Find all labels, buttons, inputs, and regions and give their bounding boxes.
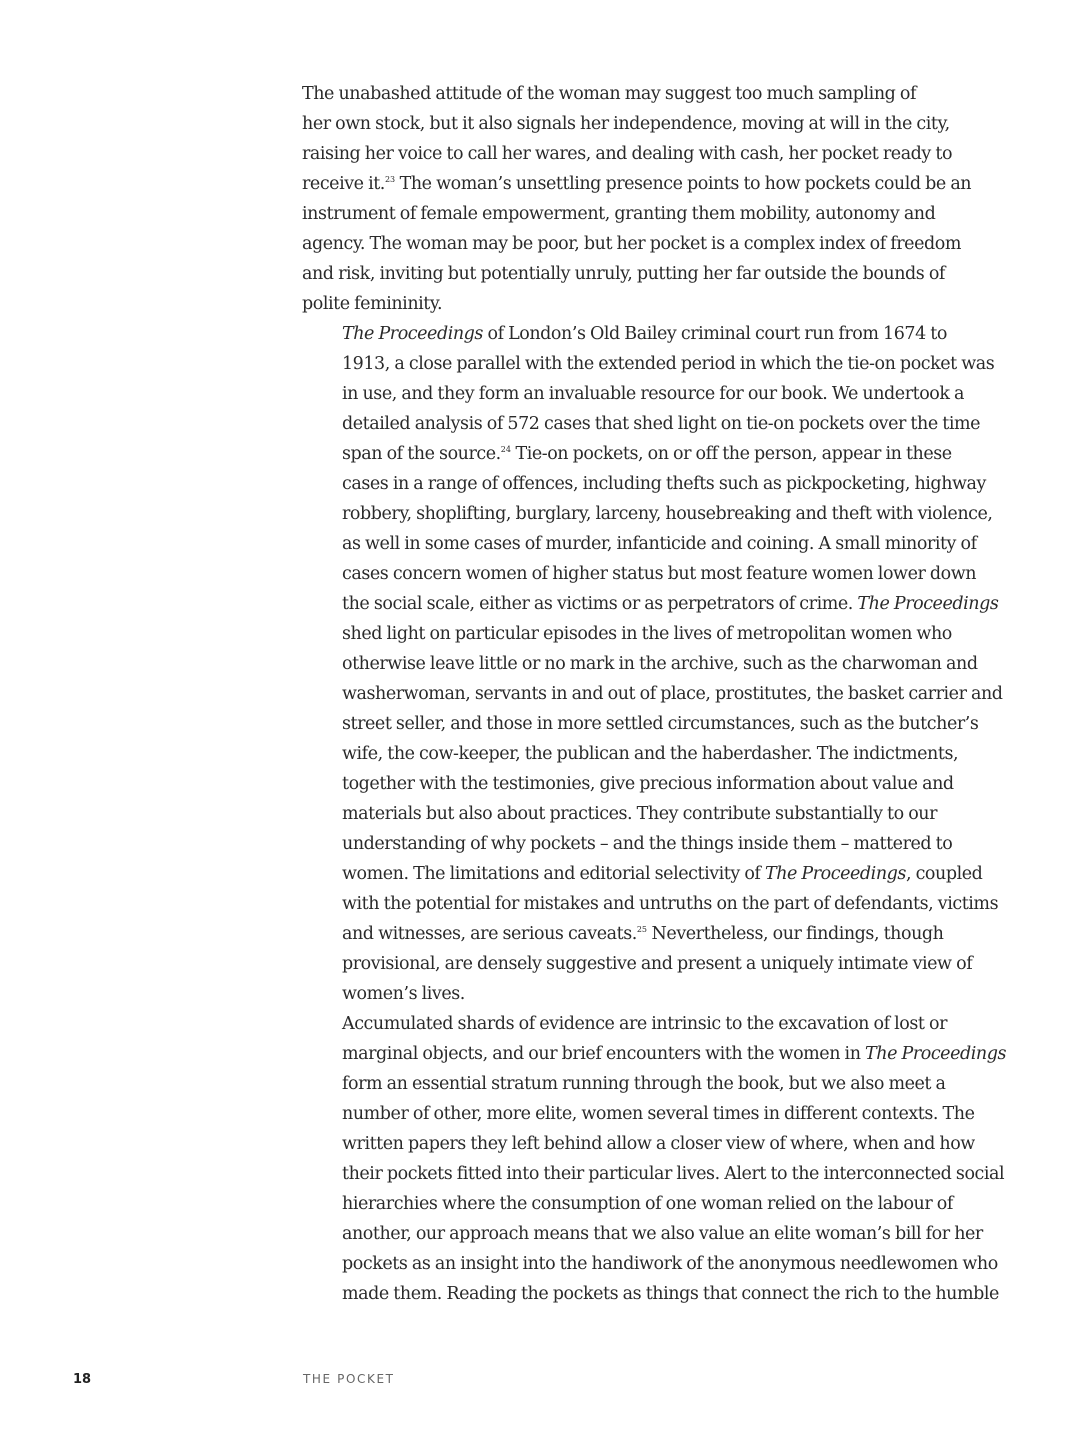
text-run: together with the testimonies, give precious information about value and <box>342 774 954 794</box>
text-run: otherwise leave little or no mark in the archive, such as the charwoman and <box>342 654 978 674</box>
text-line <box>302 769 967 799</box>
text-line <box>302 1249 998 1279</box>
text-run: cases in a range of offences, including thefts such as pickpocketing, highway <box>342 474 986 494</box>
text-run: another, our approach means that we also value an elite woman’s bill for her <box>342 1224 983 1244</box>
text-run: cases concern women of higher status but most feature women lower down <box>342 564 977 584</box>
text-line <box>302 859 983 889</box>
text-line <box>302 889 999 919</box>
text-line <box>302 109 967 139</box>
text-run: women. The limitations and editorial selectivity of <box>342 864 765 884</box>
text-run: polite femininity. <box>302 294 443 314</box>
italic-title: The Proceedings <box>865 1044 1006 1064</box>
text-run: The woman’s unsettling presence points to how pockets could be an <box>395 174 972 194</box>
text-line <box>302 469 986 499</box>
text-run: number of other, more elite, women several times in different contexts. The <box>342 1104 975 1124</box>
text-line <box>302 379 967 409</box>
footnote-ref: 24 <box>500 445 511 454</box>
text-line <box>302 199 967 229</box>
footnote-ref: 25 <box>636 925 648 934</box>
text-run: written papers they left behind allow a closer view of where, when and how <box>342 1134 975 1154</box>
text-line <box>302 1009 967 1039</box>
running-head: THE POCKET <box>303 1372 395 1386</box>
text-run: , coupled <box>905 864 983 884</box>
text-run: Accumulated shards of evidence are intrinsic to the excavation of lost or <box>342 1014 947 1034</box>
text-line <box>302 799 967 829</box>
text-run: made them. Reading the pockets as things that connect the rich to the humble <box>342 1284 999 1304</box>
text-run: the social scale, either as victims or as perpetrators of crime. <box>342 594 858 614</box>
text-line <box>302 289 967 319</box>
text-line <box>302 1069 967 1099</box>
page-number: 18 <box>73 1372 92 1387</box>
italic-title: The Proceedings <box>764 864 906 884</box>
text-line <box>302 559 977 589</box>
text-line <box>302 979 967 1009</box>
text-run: detailed analysis of 572 cases that shed light on tie-on pockets over the time <box>342 414 981 434</box>
text-run: receive it. <box>302 174 385 194</box>
text-run: span of the source. <box>342 444 501 464</box>
text-line <box>302 1189 967 1219</box>
text-run: robbery, shoplifting, burglary, larceny, housebreaking and theft with violence, <box>342 504 993 524</box>
text-run: women’s lives. <box>342 984 465 1004</box>
text-line <box>302 949 973 979</box>
text-line <box>302 229 967 259</box>
text-line <box>302 319 967 349</box>
text-run: of London’s Old Bailey criminal court run from 1674 to <box>482 324 947 344</box>
text-line <box>302 709 979 739</box>
text-line <box>302 1129 975 1159</box>
text-line <box>302 439 967 469</box>
text-run: understanding of why pockets – and the things inside them – mattered to <box>342 834 953 854</box>
text-run: hierarchies where the consumption of one woman relied on the labour of <box>342 1194 953 1214</box>
text-line <box>302 589 999 619</box>
text-run: pockets as an insight into the handiwork of the anonymous needlewomen who <box>342 1254 998 1274</box>
text-run: shed light on particular episodes in the lives of metropolitan women who <box>342 624 952 644</box>
text-run: provisional, are densely suggestive and present a uniquely intimate view of <box>342 954 973 974</box>
text-run: marginal objects, and our brief encounters with the women in <box>342 1044 866 1064</box>
text-run: 1913, a close parallel with the extended period in which the tie-on pocket was <box>342 354 995 374</box>
italic-title: The Proceedings <box>342 324 483 344</box>
text-run: materials but also about practices. They contribute substantially to our <box>342 804 938 824</box>
text-line <box>302 529 977 559</box>
text-line <box>302 1219 983 1249</box>
text-run: street seller, and those in more settled circumstances, such as the butcher’s <box>342 714 979 734</box>
text-line <box>302 619 967 649</box>
text-line <box>302 1279 999 1309</box>
text-line <box>302 409 981 439</box>
text-line <box>302 259 967 289</box>
text-run: Nevertheless, our findings, though <box>647 924 944 944</box>
text-run: with the potential for mistakes and untruths on the part of defendants, victims <box>342 894 999 914</box>
text-line <box>302 649 978 679</box>
text-line <box>302 739 967 769</box>
text-run: instrument of female empowerment, granting them mobility, autonomy and <box>302 204 936 224</box>
text-line <box>302 1099 975 1129</box>
text-run: wife, the cow-keeper, the publican and the haberdasher. The indictments, <box>342 744 959 764</box>
paragraph <box>302 319 1003 1009</box>
italic-title: The Proceedings <box>857 594 999 614</box>
text-line <box>302 139 967 169</box>
text-run: as well in some cases of murder, infanticide and coining. A small minority of <box>342 534 977 554</box>
text-run: form an essential stratum running through the book, but we also meet a <box>342 1074 946 1094</box>
text-run: in use, and they form an invaluable resource for our book. We undertook a <box>342 384 965 404</box>
text-line <box>302 829 967 859</box>
text-run: their pockets fitted into their particular lives. Alert to the interconnected social <box>342 1164 1005 1184</box>
text-line <box>302 169 972 199</box>
text-line <box>302 1159 1005 1189</box>
text-run: her own stock, but it also signals her independence, moving at will in the city, <box>302 114 950 134</box>
text-line <box>302 1039 1006 1069</box>
text-run: agency. The woman may be poor, but her pocket is a complex index of freedom <box>302 234 961 254</box>
text-line <box>302 499 993 529</box>
text-run: and witnesses, are serious caveats. <box>342 924 637 944</box>
text-line <box>302 349 995 379</box>
footnote-ref: 23 <box>384 175 396 184</box>
text-run: and risk, inviting but potentially unruly, putting her far outside the bounds of <box>302 264 945 284</box>
paragraph <box>302 1009 1006 1309</box>
text-line <box>302 679 1003 709</box>
paragraph <box>302 79 972 319</box>
text-line <box>302 919 967 949</box>
text-run: The unabashed attitude of the woman may suggest too much sampling of <box>302 84 917 104</box>
text-run: washerwoman, servants in and out of place, prostitutes, the basket carrier and <box>342 684 1003 704</box>
text-run: Tie-on pockets, on or off the person, appear in these <box>510 444 952 464</box>
body-text <box>302 79 1006 1309</box>
text-run: raising her voice to call her wares, and dealing with cash, her pocket ready to <box>302 144 953 164</box>
text-line <box>302 79 967 109</box>
